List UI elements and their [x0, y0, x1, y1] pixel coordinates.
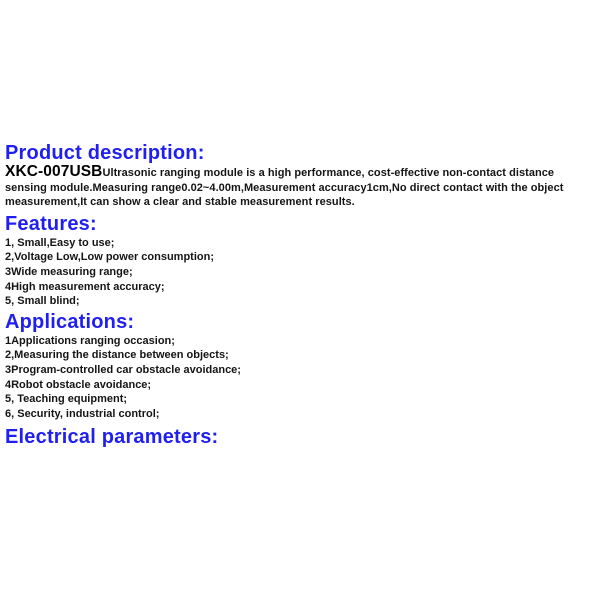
features-list — [5, 236, 595, 309]
application-item: 6, Security, industrial control; — [5, 407, 160, 420]
product-description-text — [5, 165, 595, 210]
product-description-body: Ultrasonic ranging module is a high performance, cost-effective non-contact distance sensing module.Measuring range0.02~4.00m,Measurement accuracy1cm,No direct contact with the object measurement,It can show a clear and stable measurement results. — [5, 167, 564, 209]
product-page — [5, 141, 595, 449]
application-item: 1Applications ranging occasion; — [5, 334, 175, 347]
product-model-name: XKC-007USB — [5, 163, 103, 180]
application-item: 4Robot obstacle avoidance; — [5, 378, 152, 391]
application-item: 5, Teaching equipment; — [5, 393, 128, 406]
application-item: 2,Measuring the distance between objects; — [5, 349, 229, 362]
product-description-heading: Product description: — [5, 142, 205, 164]
applications-heading: Applications: — [5, 310, 135, 333]
feature-item: 1, Small,Easy to use; — [5, 236, 115, 249]
application-item: 3Program-controlled car obstacle avoidance; — [5, 363, 241, 376]
feature-item: 3Wide measuring range; — [5, 265, 133, 278]
feature-item: 5, Small blind; — [5, 295, 80, 308]
feature-item: 2,Voltage Low,Low power consumption; — [5, 251, 214, 264]
feature-item: 4High measurement accuracy; — [5, 280, 165, 293]
applications-list — [5, 334, 595, 422]
electrical-parameters-heading: Electrical parameters: — [5, 426, 219, 449]
features-heading: Features: — [5, 212, 97, 235]
